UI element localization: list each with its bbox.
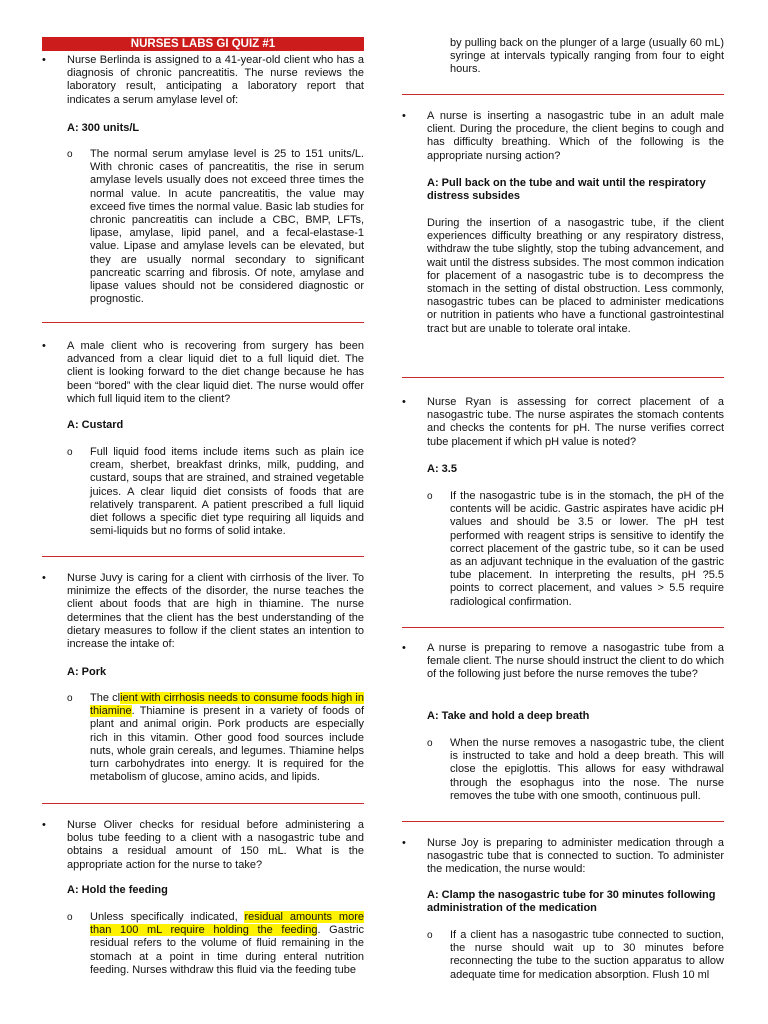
highlighted-text: residual amounts more than 100 mL require holding the feeding: [90, 911, 364, 937]
explanation-8: If a client has a nasogastric tube connected to suction, the nurse should wait up to 30 minutes before reconnecting the tube to the suction apparatus to allow adequate time for medication absorption. Flush 10 ml: [450, 929, 724, 981]
question-bullet: •: [402, 642, 406, 654]
explanation-bullet: o: [67, 447, 73, 458]
question-divider: [402, 821, 724, 822]
question-1: Nurse Berlinda is assigned to a 41-year-old client who has a diagnosis of chronic pancreatitis. The nurse reviews the laboratory result, anticipating a laboratory report that indicates a serum amylase level of:: [67, 54, 364, 106]
explanation-1: The normal serum amylase level is 25 to 151 units/L. With chronic cases of pancreatitis, the rise in serum amylase levels usually does not exceed three times the normal value. In acute pancreatitis, the value may exceed five times the normal value. Basic lab studies for chronic pancreatitis can include a CBC, BMP, LFTs, lipase, amylase, lipid panel, and a fecal-elastase-1 value. Lipase and amylase levels can be elevated, but they are usually normal secondary to significant pancreatic scarring and fibrosis. Of note, amylase and lipase values should not be considered diagnostic or prognostic.: [90, 148, 364, 306]
question-7: A nurse is preparing to remove a nasogastric tube from a female client. The nurse should instruct the client to do which of the following just before the nurse removes the tube?: [427, 642, 724, 681]
explanation-2: Full liquid food items include items such as plain ice cream, sherbet, breakfast drinks, milk, pudding, and custard, soups that are strained, and strained vegetable juices. A clear liquid diet consists of foods that are relatively transparent. A patient prescribed a full liquid diet follows a specific diet type requiring all liquids and semi-liquids but no forms of solid intake.: [90, 446, 364, 538]
answer-2: A: Custard: [67, 419, 124, 431]
question-bullet: •: [42, 340, 46, 352]
question-divider: [42, 556, 364, 557]
explanation-bullet: o: [427, 930, 433, 941]
question-divider: [402, 377, 724, 378]
question-divider: [42, 803, 364, 804]
explanation-bullet: o: [67, 912, 73, 923]
question-5: A nurse is inserting a nasogastric tube in an adult male client. During the procedure, the client begins to cough and has difficulty breathing. Which of the following is the appropriate nursing action?: [427, 110, 724, 162]
answer-3: A: Pork: [67, 666, 107, 678]
question-divider: [402, 627, 724, 628]
question-6: Nurse Ryan is assessing for correct placement of a nasogastric tube. The nurse aspirates the stomach contents and checks the contents for pH. The nurse verifies correct tube placement if which pH value is noted?: [427, 396, 724, 448]
explanation-bullet: o: [67, 149, 73, 160]
explanation-7: When the nurse removes a nasogastric tube, the client is instructed to take and hold a deep breath. This will close the epiglottis. This allows for easy withdrawal through the esophagus into the nose. The nurse removes the tube with one smooth, continuous pull.: [450, 737, 724, 802]
question-divider: [42, 322, 364, 323]
explanation-bullet: o: [427, 491, 433, 502]
explanation-6: If the nasogastric tube is in the stomach, the pH of the contents will be acidic. Gastric aspirates have acidic pH values and should be 3.5 or lower. The pH test performed with reagent strips is sensitive to identify the correct placement of the gastric tube, so it can be used as an adjuvant technique in the evaluation of the gastric tube placement. In interpreting the results, pH ?5.5 points to correct placement, and values > 5.5 require radiological confirmation.: [450, 490, 724, 608]
highlighted-text: ient with cirrhosis needs to consume foods high in thiamine: [90, 692, 364, 718]
question-2: A male client who is recovering from surgery has been advanced from a clear liquid diet to a full liquid diet. The client is looking forward to the diet change because he has been “bored” with the clear liquid diet. The nurse would offer which full liquid item to the client?: [67, 340, 364, 405]
question-bullet: •: [402, 396, 406, 408]
question-bullet: •: [42, 572, 46, 584]
explanation-4-continuation: by pulling back on the plunger of a large (usually 60 mL) syringe at intervals typically ranging from four to eight hours.: [450, 37, 724, 76]
quiz-title: NURSES LABS GI QUIZ #1: [42, 37, 364, 51]
question-bullet: •: [402, 837, 406, 849]
question-bullet: •: [42, 819, 46, 831]
question-divider: [402, 94, 724, 95]
answer-4: A: Hold the feeding: [67, 884, 168, 896]
explanation-3: The client with cirrhosis needs to consume foods high in thiamine. Thiamine is present in a variety of foods of plant and animal origin. Pork products are especially rich in this vitamin. Other good food sources include nuts, whole grain cereals, and legumes. Thiamine helps turn carbohydrates into energy. It is required for the metabolism of glucose, amino acids, and lipids.: [90, 692, 364, 784]
explanation-bullet: o: [67, 693, 73, 704]
answer-6: A: 3.5: [427, 463, 457, 475]
question-3: Nurse Juvy is caring for a client with cirrhosis of the liver. To minimize the effects of the disorder, the nurse teaches the client about foods that are high in thiamine. The nurse determines that the client has the best understanding of the dietary measures to follow if the client states an intention to increase the intake of:: [67, 572, 364, 651]
explanation-5: During the insertion of a nasogastric tube, if the client experiences difficulty breathing or any respiratory distress, withdraw the tube slightly, stop the tubing advancement, and wait until the distress subsides. The most common indication for placement of a nasogastric tube is to decompress the stomach in the setting of distal obstruction. Less commonly, nasogastric tubes can be placed to administer medications or nutrition in patients who have a functional gastrointestinal tract but are unable to tolerate oral intake.: [427, 217, 724, 335]
answer-1: A: 300 units/L: [67, 122, 140, 134]
explanation-bullet: o: [427, 738, 433, 749]
answer-5: A: Pull back on the tube and wait until the respiratory distress subsides: [427, 177, 706, 203]
explanation-4: Unless specifically indicated, residual amounts more than 100 mL require holding the feeding. Gastric residual refers to the volume of fluid remaining in the stomach at a point in time during enteral nutrition feeding. Nurses withdraw this fluid via the feeding tube: [90, 911, 365, 976]
answer-8: A: Clamp the nasogastric tube for 30 minutes following administration of the medication: [427, 889, 716, 915]
question-bullet: •: [402, 110, 406, 122]
question-4: Nurse Oliver checks for residual before administering a bolus tube feeding to a client with a nasogastric tube and obtains a residual amount of 150 mL. What is the appropriate action for the nurse to take?: [67, 819, 364, 871]
answer-7: A: Take and hold a deep breath: [427, 710, 590, 722]
question-bullet: •: [42, 54, 46, 66]
question-8: Nurse Joy is preparing to administer medication through a nasogastric tube that is connected to suction. To administer the medication, the nurse would:: [427, 837, 724, 876]
